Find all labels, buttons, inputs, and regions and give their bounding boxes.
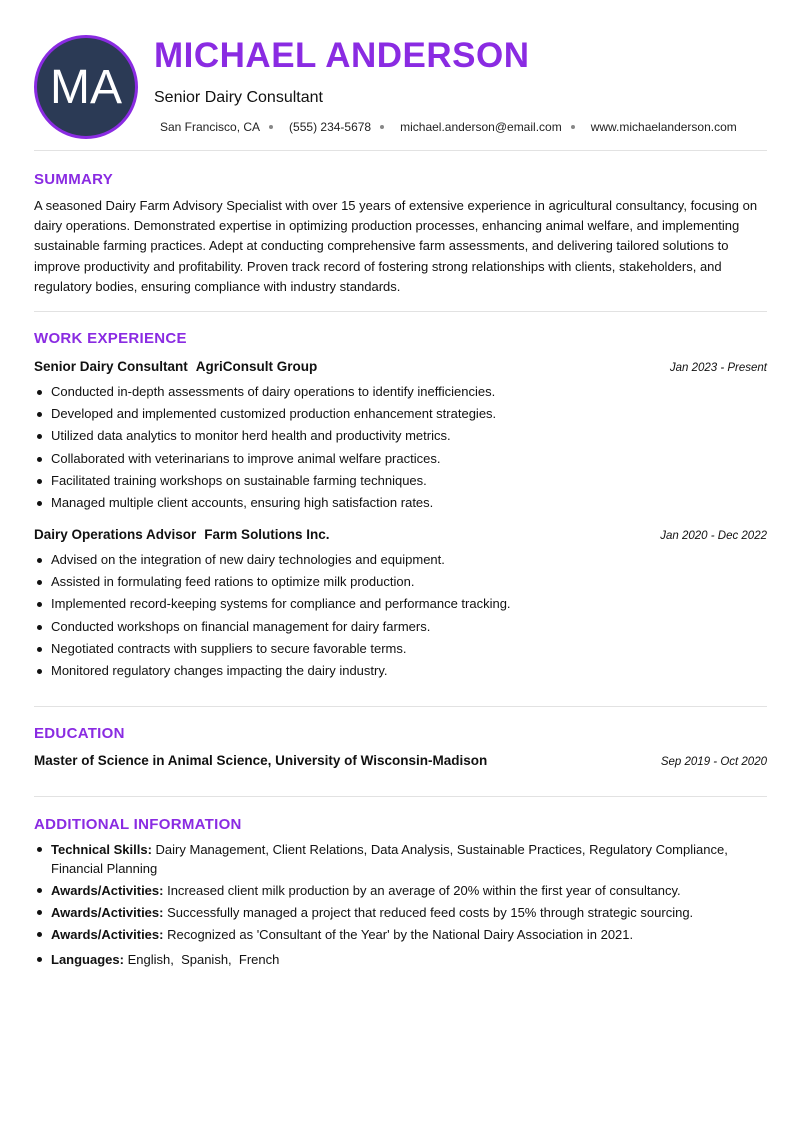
item-text: English, Spanish, French [127,952,280,967]
list-item: Conducted workshops on financial management for dairy farmers. [34,616,767,638]
avatar-initials: MA [50,60,122,114]
job-bullets [34,549,767,682]
job-title-line [34,359,317,374]
divider [34,706,767,707]
list-item [34,840,767,878]
job-dates: Jan 2020 - Dec 2022 [660,530,767,542]
work-experience-heading: WORK EXPERIENCE [34,330,187,347]
list-item: Utilized data analytics to monitor herd health and productivity metrics. [34,425,767,447]
candidate-title: Senior Dairy Consultant [154,89,323,106]
avatar [34,35,138,139]
list-item: Advised on the integration of new dairy technologies and equipment. [34,549,767,571]
item-text: Recognized as 'Consultant of the Year' by the National Dairy Association in 2021. [167,927,634,942]
divider [34,150,767,151]
education-entry [34,753,767,768]
item-text: Successfully managed a project that reduced feed costs by 15% through strategic sourcing. [167,905,694,920]
summary-text: A seasoned Dairy Farm Advisory Specialist with over 15 years of extensive experience in agricultural consultancy, focusing on dairy operations. Demonstrated expertise in optimizing production processes, enhancing animal welfare, and implementing sustainable farming practices. Adept at conducting comprehensive farm assessments, and delivering tailored solutions to improve productivity and profitability. Proven track record of fostering strong relationships with clients, stakeholders, and regulatory bodies, ensuring compliance with industry standards. [34,198,758,294]
candidate-name: MICHAEL ANDERSON [154,36,530,75]
divider [34,311,767,312]
job-role: Senior Dairy Consultant [34,359,188,374]
list-item: Assisted in formulating feed rations to optimize milk production. [34,571,767,593]
item-text: Increased client milk production by an average of 20% within the first year of consultancy. [167,883,681,898]
list-item: Managed multiple client accounts, ensuring high satisfaction rates. [34,492,767,514]
item-label: Awards/Activities: [51,905,164,920]
item-label: Awards/Activities: [51,927,164,942]
job-header [34,359,767,374]
contact-email[interactable]: michael.anderson@email.com [400,120,562,134]
separator-dot [571,125,575,129]
job-bullets [34,381,767,514]
list-item [34,903,767,922]
item-label: Languages: [51,952,124,967]
additional-info-list [34,840,767,972]
education-dates: Sep 2019 - Oct 2020 [660,756,767,768]
list-item: Implemented record-keeping systems for compliance and performance tracking. [34,593,767,615]
separator-dot [380,125,384,129]
summary-heading: SUMMARY [34,171,114,188]
item-label: Technical Skills: [51,842,152,857]
job-header [34,527,767,542]
list-item [34,925,767,944]
job-company: Farm Solutions Inc. [204,527,330,542]
item-label: Awards/Activities: [51,883,164,898]
job-title-line [34,527,330,542]
job-dates: Jan 2023 - Present [669,362,767,374]
list-item: Conducted in-depth assessments of dairy operations to identify inefficiencies. [34,381,767,403]
education-degree: Master of Science in Animal Science, University of Wisconsin-Madison [34,753,488,768]
job-role: Dairy Operations Advisor [34,527,197,542]
contact-location: San Francisco, CA [160,120,261,134]
contact-phone: (555) 234-5678 [289,120,372,134]
list-item: Facilitated training workshops on sustainable farming techniques. [34,470,767,492]
list-item: Negotiated contracts with suppliers to secure favorable terms. [34,638,767,660]
list-item: Developed and implemented customized production enhancement strategies. [34,403,767,425]
list-item [34,950,767,969]
contact-bar [160,120,737,134]
separator-dot [269,125,273,129]
additional-info-heading: ADDITIONAL INFORMATION [34,816,242,833]
item-text: Dairy Management, Client Relations, Data Analysis, Sustainable Practices, Regulatory Compliance, Financial Planning [51,842,728,876]
list-item: Monitored regulatory changes impacting the dairy industry. [34,660,767,682]
contact-website[interactable]: www.michaelanderson.com [590,120,737,134]
divider [34,796,767,797]
list-item [34,881,767,900]
education-heading: EDUCATION [34,725,125,742]
list-item: Collaborated with veterinarians to improve animal welfare practices. [34,448,767,470]
job-company: AgriConsult Group [195,359,318,374]
